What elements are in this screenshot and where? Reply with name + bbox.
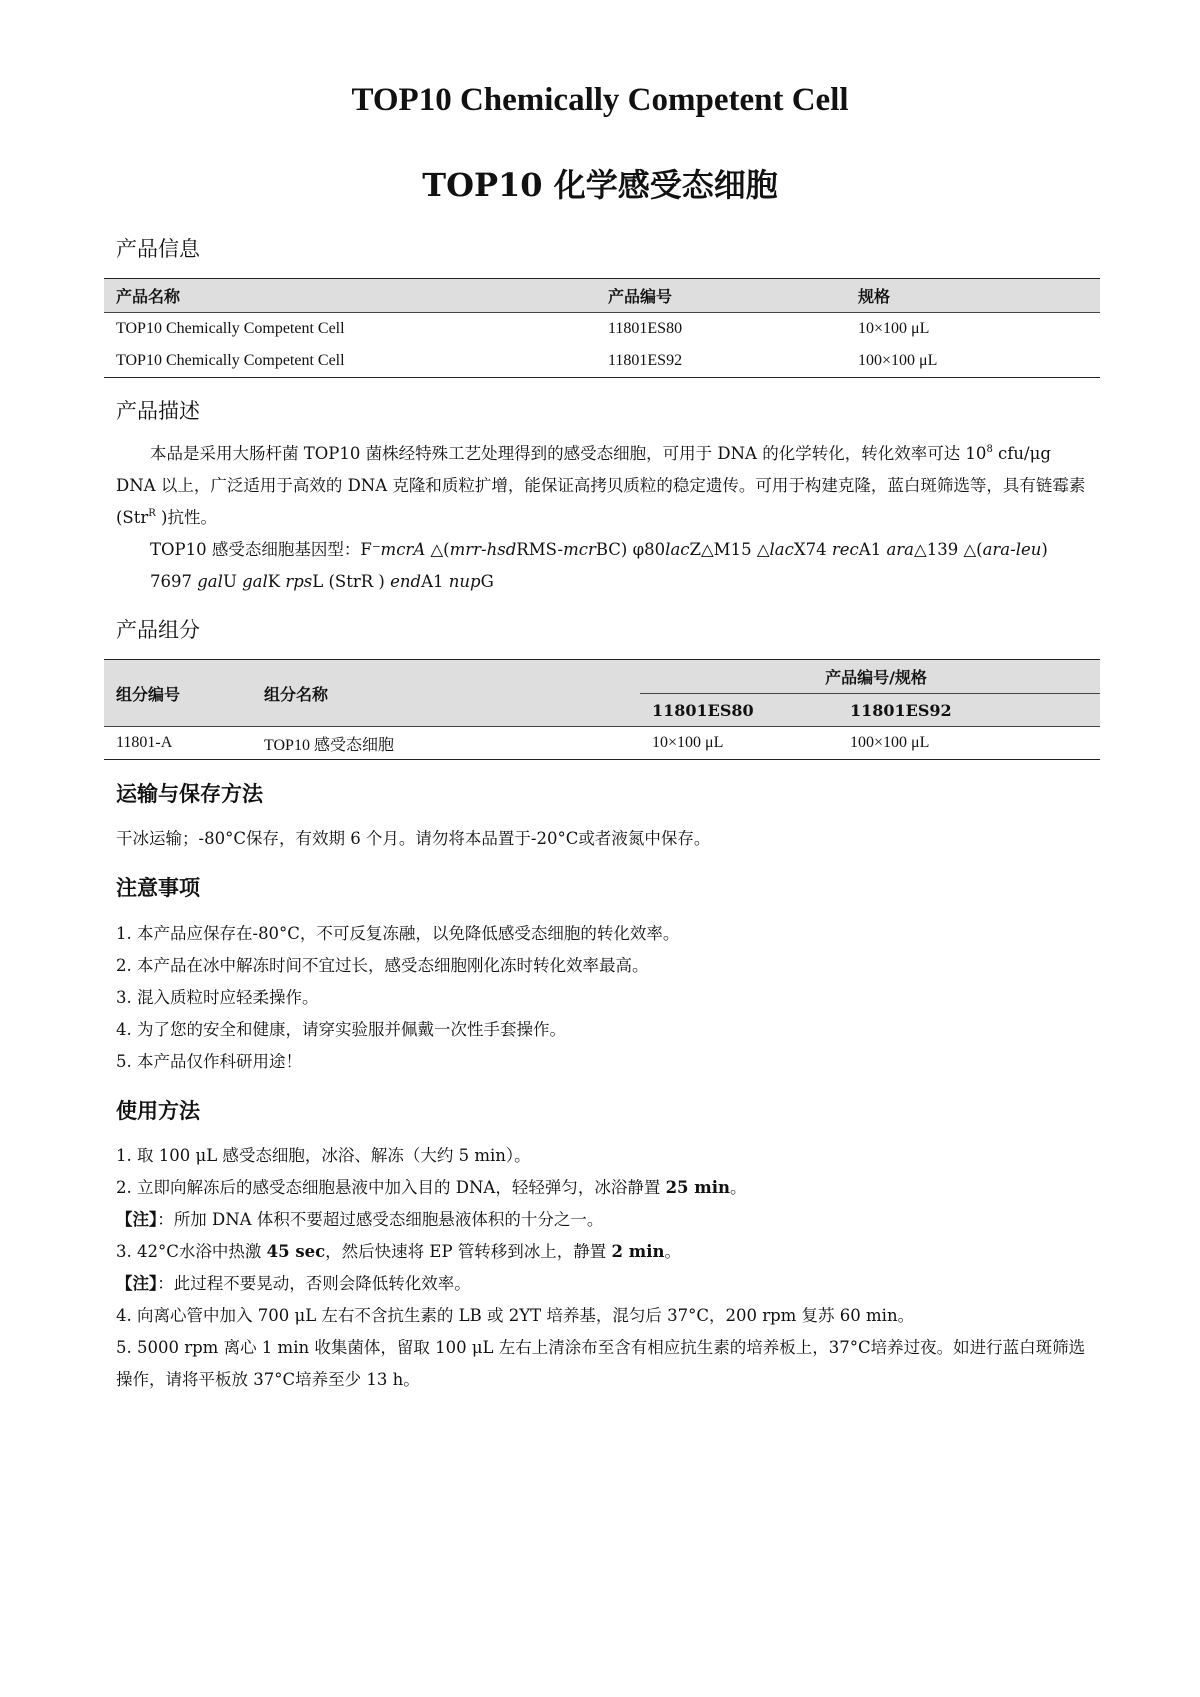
table-row — [104, 727, 1100, 760]
list-item: 1. 本产品应保存在-80°C，不可反复冻融，以免降低感受态细胞的转化效率。 — [116, 924, 680, 943]
description-paragraph — [116, 438, 1092, 598]
column-header-component-id: 组分编号 — [104, 660, 252, 727]
product-info-table — [104, 278, 1100, 378]
step-2-time: 25 min — [665, 1178, 730, 1197]
step-1: 1. 取 100 μL 感受态细胞，冰浴、解冻（大约 5 min）。 — [116, 1146, 531, 1165]
components-table — [104, 659, 1100, 760]
superscript-8: 8 — [986, 444, 993, 455]
step-5: 5. 5000 rpm 离心 1 min 收集菌体，留取 100 μL 左右上清涂布至含有相应抗生素的培养板上，37°C培养过夜。如进行蓝白斑筛选操作，请将平板放 37°C培养至少 13 h。 — [116, 1338, 1086, 1389]
step-2-text: 2. 立即向解冻后的感受态细胞悬液中加入目的 DNA，轻轻弹匀，冰浴静置 — [116, 1178, 666, 1197]
column-header-component-name: 组分名称 — [252, 660, 640, 727]
table-header-row — [104, 279, 1100, 313]
note-1-text: ：所加 DNA 体积不要超过感受态细胞悬液体积的十分之一。 — [157, 1210, 604, 1229]
description-text-1: 本品是采用大肠杆菌 TOP10 菌株经特殊工艺处理得到的感受态细胞，可用于 DNA 的化学转化，转化效率可达 10 — [150, 444, 987, 463]
list-item: 3. 混入质粒时应轻柔操作。 — [116, 988, 319, 1007]
list-item: 2. 本产品在冰中解冻时间不宜过长，感受态细胞刚化冻时转化效率最高。 — [116, 956, 649, 975]
step-3-text-2: ，然后快速将 EP 管转移到冰上，静置 — [325, 1242, 612, 1261]
column-header: 规格 — [846, 279, 1100, 313]
column-header: 产品编号 — [596, 279, 846, 313]
list-item: 4. 为了您的安全和健康，请穿实验服并佩戴一次性手套操作。 — [116, 1020, 566, 1039]
note-2-text: ：此过程不要晃动，否则会降低转化效率。 — [157, 1274, 471, 1293]
component-name-cell: TOP10 感受态细胞 — [252, 727, 640, 760]
product-name-cell: TOP10 Chemically Competent Cell — [104, 345, 596, 378]
step-3-time: 45 sec — [266, 1242, 326, 1261]
notes-list — [116, 918, 1100, 1078]
component-spec-cell: 100×100 μL — [838, 727, 1100, 760]
table-header-row — [104, 660, 1100, 694]
table-row — [104, 313, 1100, 346]
genotype-text: F⁻mcrA △(mrr-hsdRMS-mcrBC) φ80lacZ△M15 △lacX74 recA1 ara△139 △(ara-leu) 7697 galU galK rpsL (StrR ) endA1 nupG — [150, 540, 1048, 591]
title-english: TOP10 Chemically Competent Cell — [351, 82, 849, 118]
section-heading-product-info: 产品信息 — [116, 237, 200, 261]
section-heading-usage: 使用方法 — [116, 1098, 200, 1123]
title-chinese: TOP10 化学感受态细胞 — [422, 166, 778, 204]
column-header: 产品名称 — [104, 279, 596, 313]
step-2-end: 。 — [730, 1178, 747, 1197]
component-id-cell: 11801-A — [104, 727, 252, 760]
step-3-text: 3. 42°C水浴中热激 — [116, 1242, 267, 1261]
description-text-2: cfu/μg DNA 以上，广泛适用于高效的 DNA 克隆和质粒扩增，能保证高拷贝质粒的稳定遗传。可用于构建克隆，蓝白斑筛选等，具有链霉素(Str — [116, 444, 1086, 527]
storage-text: 干冰运输；-80°C保存，有效期 6 个月。请勿将本品置于-20°C或者液氮中保存。 — [116, 829, 711, 848]
section-heading-components: 产品组分 — [116, 618, 200, 642]
superscript-r: R — [148, 508, 156, 519]
genotype-line — [116, 534, 1092, 598]
product-code-cell: 11801ES80 — [608, 320, 683, 337]
product-spec-cell: 100×100 μL — [846, 345, 1100, 378]
note-2-label: 【注】 — [116, 1274, 158, 1293]
section-heading-storage: 运输与保存方法 — [116, 781, 263, 806]
list-item: 5. 本产品仅作科研用途！ — [116, 1052, 302, 1071]
usage-steps — [116, 1140, 1100, 1396]
product-name-cell: TOP10 Chemically Competent Cell — [116, 320, 345, 337]
step-4: 4. 向离心管中加入 700 μL 左右不含抗生素的 LB 或 2YT 培养基，混匀后 37°C，200 rpm 复苏 60 min。 — [116, 1306, 915, 1325]
section-heading-description: 产品描述 — [116, 399, 200, 423]
table-row — [104, 345, 1100, 378]
description-text-3: )抗性。 — [155, 508, 217, 527]
step-3-time-2: 2 min — [611, 1242, 665, 1261]
section-heading-notes: 注意事项 — [116, 875, 200, 900]
column-header-group: 产品编号/规格 — [640, 660, 1100, 694]
step-3-end: 。 — [664, 1242, 681, 1261]
genotype-label: TOP10 感受态细胞基因型： — [150, 540, 361, 559]
step-2 — [116, 1172, 1100, 1204]
note-1 — [116, 1204, 1100, 1236]
column-header-code: 11801ES92 — [838, 694, 1100, 727]
note-1-label: 【注】 — [116, 1210, 158, 1229]
column-header-code: 11801ES80 — [640, 694, 838, 727]
component-spec-cell: 10×100 μL — [640, 727, 838, 760]
step-3 — [116, 1236, 1100, 1268]
product-code-cell: 11801ES92 — [596, 345, 846, 378]
product-spec-cell: 10×100 μL — [858, 320, 930, 337]
note-2 — [116, 1268, 1100, 1300]
